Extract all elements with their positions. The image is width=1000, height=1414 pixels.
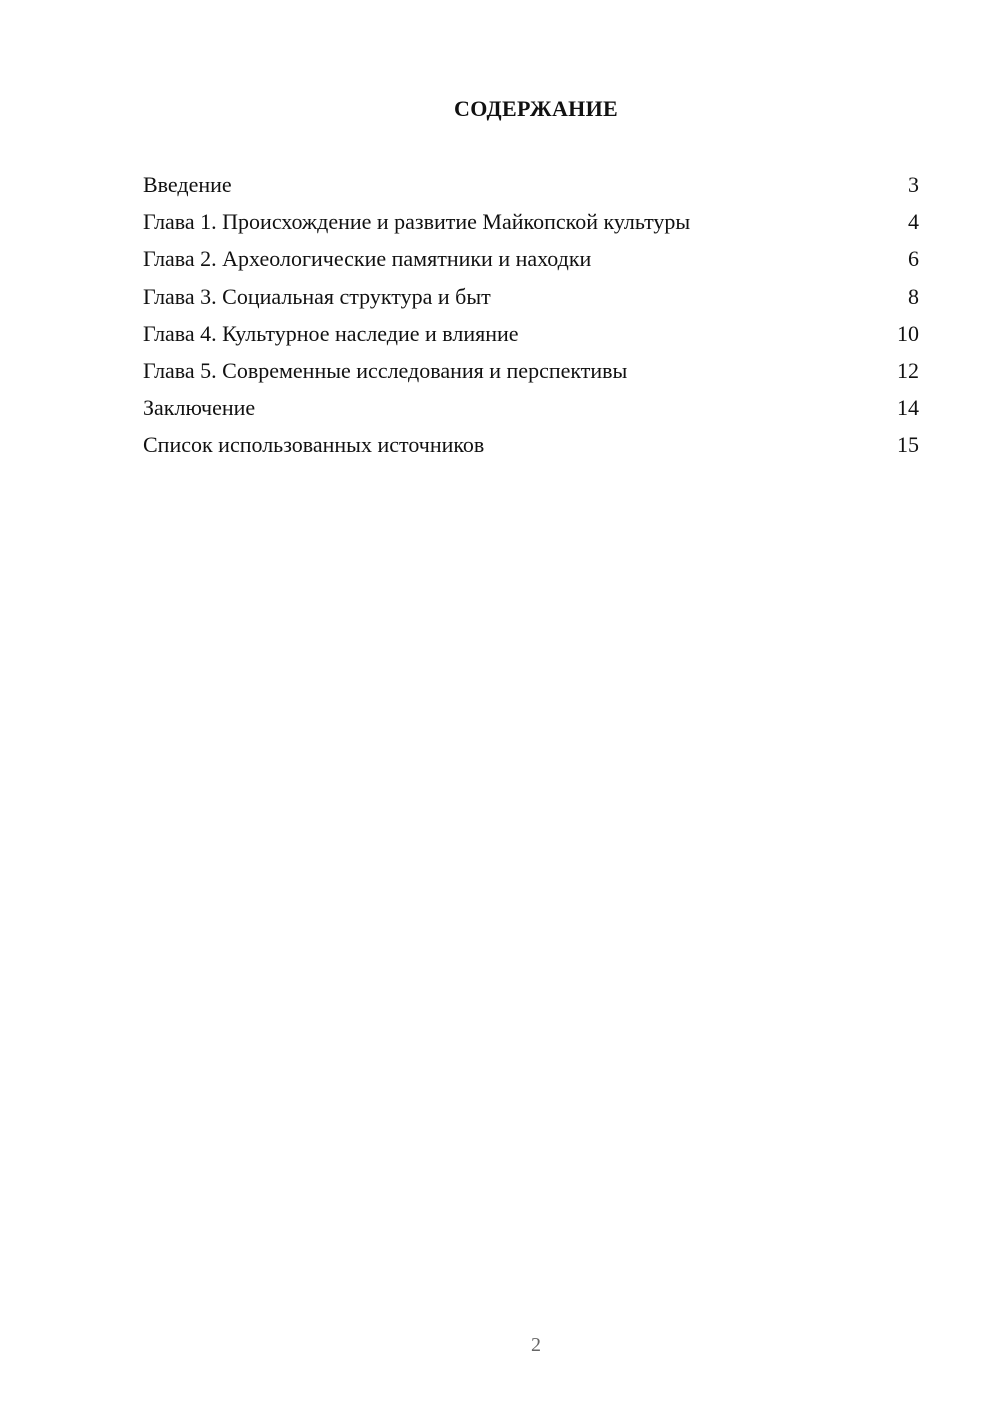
toc-item-page: 10 xyxy=(897,320,919,346)
toc-item-page: 3 xyxy=(908,172,919,197)
toc-item-label: Глава 5. Современные исследования и перспективы xyxy=(143,357,628,383)
toc-item-label: Глава 3. Социальная структура и быт xyxy=(143,283,491,309)
toc-item-references[interactable] xyxy=(143,430,919,467)
toc-item-page: 14 xyxy=(897,395,919,421)
toc-title: СОДЕРЖАНИЕ xyxy=(454,96,618,121)
toc-item-page: 4 xyxy=(908,209,919,235)
table-of-contents xyxy=(143,170,919,468)
toc-item-page: 6 xyxy=(908,246,919,272)
toc-item-page: 12 xyxy=(897,357,919,383)
toc-item-chapter-1[interactable] xyxy=(143,207,919,244)
toc-item-label: Введение xyxy=(143,172,232,197)
toc-item-page: 15 xyxy=(897,432,919,458)
toc-item-introduction[interactable] xyxy=(143,170,919,207)
toc-item-label: Глава 1. Происхождение и развитие Майкопской культуры xyxy=(143,209,691,235)
toc-item-label: Глава 2. Археологические памятники и находки xyxy=(143,246,592,272)
toc-item-label: Глава 4. Культурное наследие и влияние xyxy=(143,320,519,346)
toc-item-chapter-4[interactable] xyxy=(143,319,919,356)
toc-item-label: Заключение xyxy=(143,395,256,421)
toc-item-label: Список использованных источников xyxy=(143,432,485,458)
toc-item-page: 8 xyxy=(908,283,919,309)
toc-item-chapter-2[interactable] xyxy=(143,244,919,281)
page-number: 2 xyxy=(531,1334,541,1356)
toc-item-chapter-5[interactable] xyxy=(143,356,919,393)
toc-item-conclusion[interactable] xyxy=(143,393,919,430)
toc-item-chapter-3[interactable] xyxy=(143,282,919,319)
